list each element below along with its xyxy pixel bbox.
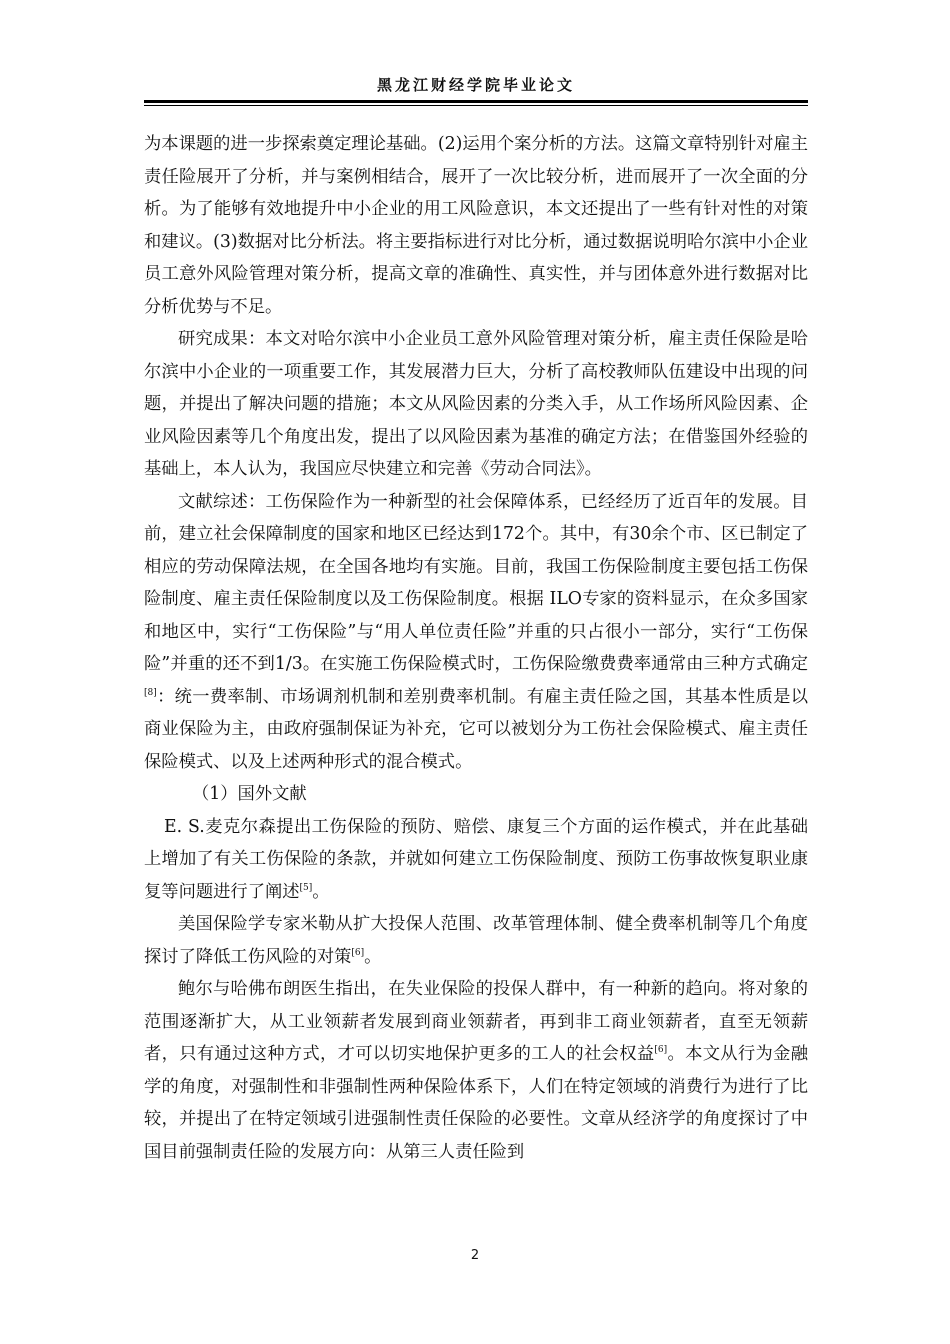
paragraph-bauer [144,973,808,1168]
running-header: 黑龙江财经学院毕业论文 [376,76,575,94]
paragraph-text: 。本文从行为金融学的角度，对强制性和非强制性两种保险体系下，人们在特定领域的消费行为进行了比较，并提出了在特定领域引进强制性责任保险的必要性。文章从经济学的角度探讨了中国目前强制责任险的发展方向：从第三人责任险到 [144,1044,808,1162]
paragraph-miller [144,908,808,973]
paragraph-text: 。 [364,946,382,967]
paragraph-text: 美国保险学专家米勒从扩大投保人范围、改革管理体制、健全费率机制等几个角度探讨了降低工伤风险的对策 [144,914,808,967]
citation-ref: [5] [299,882,313,893]
section-heading-foreign-literature: （1）国外文献 [192,784,307,804]
citation-ref: [6] [654,1045,668,1055]
paragraph-text: 鲍尔与哈佛布朗医生指出，在失业保险的投保人群中，有一种新的趋向。将对象的范围逐渐扩大，从工业领薪者发展到商业领薪者，再到非工商业领薪者，直至无领薪者，只有通过这种方式，才可以切实地保护更多的工人的社会权益 [144,979,808,1064]
paragraph-text: 文献综述：工伤保险作为一种新型的社会保障体系，已经经历了近百年的发展。目前，建立社会保障制度的国家和地区已经达到172个。其中，有30余个市、区已制定了相应的劳动保障法规，在全国各地均有实施。目前，我国工伤保险制度主要包括工伤保险制度、雇主责任保险制度以及工伤保险制度。根据 ILO专家的资料显示，在众多国家和地区中，实行“工伤保险”与“用人单位责任险”并重的只占很小一部分，实行“工伤保险”并重的还不到1/3。在实施工伤保险模式时，工伤保险缴费费率通常由三种方式确定 [144,491,808,674]
paragraph-text: E. S.麦克尔森提出工伤保险的预防、赔偿、康复三个方面的运作模式，并在此基础上增加了有关工伤保险的条款，并就如何建立工伤保险制度、预防工伤事故恢复职业康复等问题进行了阐述 [144,816,808,902]
citation-ref: [6] [351,947,365,958]
paragraph-results: 研究成果：本文对哈尔滨中小企业员工意外风险管理对策分析，雇主责任保险是哈尔滨中小企业的一项重要工作，其发展潜力巨大，分析了高校教师队伍建设中出现的问题，并提出了解决问题的措施；本文从风险因素的分类入手，从工作场所风险因素、企业风险因素等几个角度出发，提出了以风险因素为基准的确定方法；在借鉴国外经验的基础上，本人认为，我国应尽快建立和完善《劳动合同法》。 [144,329,808,479]
body-text [144,128,808,1168]
paragraph-text: ：统一费率制、市场调剂机制和差别费率机制。有雇主责任险之国，其基本性质是以商业保险为主，由政府强制保证为补充，它可以被划分为工伤社会保险模式、雇主责任保险模式、以及上述两种形式的混合模式。 [144,686,808,772]
paragraph-literature-review [144,486,808,779]
paragraph-text: 。 [312,881,330,902]
page-number: 2 [470,1248,480,1263]
header-rule-thin [144,105,808,106]
paragraph-mickelson [144,811,808,909]
citation-ref: [8] [144,687,157,698]
paragraph-methods: 为本课题的进一步探索奠定理论基础。(2)运用个案分析的方法。这篇文章特别针对雇主责任险展开了分析，并与案例相结合，展开了一次比较分析，进而展开了一次全面的分析。为了能够有效地提升中小企业的用工风险意识，本文还提出了一些有针对性的对策和建议。(3)数据对比分析法。将主要指标进行对比分析，通过数据说明哈尔滨中小企业员工意外风险管理对策分析，提高文章的准确性、真实性，并与团体意外进行数据对比分析优势与不足。 [144,134,808,317]
header-rule-thick [144,100,808,103]
